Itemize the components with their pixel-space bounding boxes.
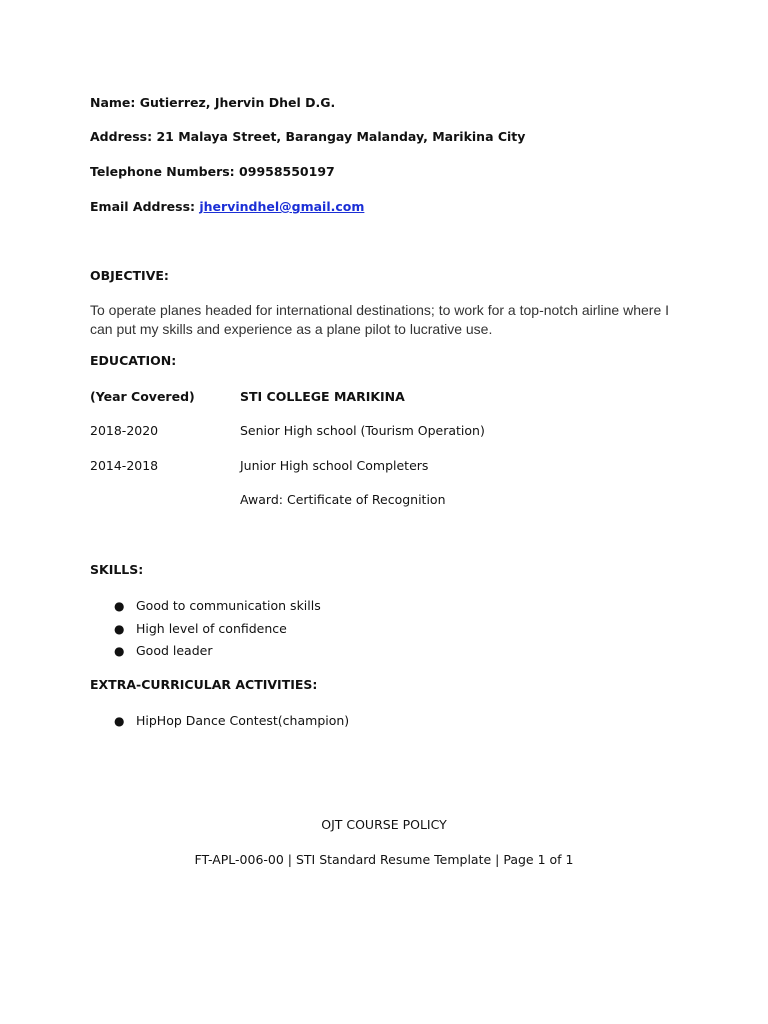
email-label: Email Address: <box>90 199 196 214</box>
list-item <box>90 713 349 736</box>
list-item <box>90 621 321 644</box>
name-label: Name: <box>90 95 136 110</box>
email-line <box>90 199 364 215</box>
list-item <box>90 643 321 666</box>
education-award: Award: Certificate of Recognition <box>240 492 446 507</box>
name-line <box>90 95 335 111</box>
extracurricular-heading: EXTRA-CURRICULAR ACTIVITIES: <box>90 677 318 692</box>
education-school-header: STI COLLEGE MARIKINA <box>240 389 405 404</box>
footer-policy: OJT COURSE POLICY <box>321 817 447 832</box>
bullet-icon: ● <box>114 621 125 636</box>
email-link[interactable]: jhervindhel@gmail.com <box>199 199 365 214</box>
bullet-icon: ● <box>114 714 125 728</box>
objective-text: To operate planes headed for international destinations; to work for a top-notch airline where I can put my skills and experience as a plane pilot to lucrative use. <box>90 302 670 337</box>
address-label: Address: <box>90 129 153 144</box>
address-value: 21 Malaya Street, Barangay Malanday, Marikina City <box>156 129 526 144</box>
bullet-icon: ● <box>114 599 125 613</box>
phone-line <box>90 164 335 180</box>
education-row-desc: Senior High school (Tourism Operation) <box>240 423 485 438</box>
activity-text: HipHop Dance Contest(champion) <box>136 713 350 728</box>
list-item <box>90 598 321 621</box>
extracurricular-list <box>90 713 349 736</box>
name-value: Gutierrez, Jhervin Dhel D.G. <box>139 95 336 110</box>
education-row-years: 2018-2020 <box>90 423 159 438</box>
skill-text: Good to communication skills <box>136 598 321 613</box>
footer-template: FT-APL-006-00 | STI Standard Resume Template | Page 1 of 1 <box>194 852 574 867</box>
bullet-icon: ● <box>114 644 125 658</box>
objective-heading: OBJECTIVE: <box>90 268 169 283</box>
education-heading: EDUCATION: <box>90 353 177 368</box>
education-row-years: 2014-2018 <box>90 458 159 473</box>
phone-value: 09958550197 <box>239 164 335 179</box>
education-row-desc: Junior High school Completers <box>240 458 429 473</box>
education-year-header: (Year Covered) <box>90 389 195 404</box>
skills-list <box>90 598 321 666</box>
address-line <box>90 129 525 145</box>
skill-text: Good leader <box>136 643 213 658</box>
skills-heading: SKILLS: <box>90 562 144 577</box>
skill-text: High level of confidence <box>136 620 287 636</box>
phone-label: Telephone Numbers: <box>90 164 235 179</box>
